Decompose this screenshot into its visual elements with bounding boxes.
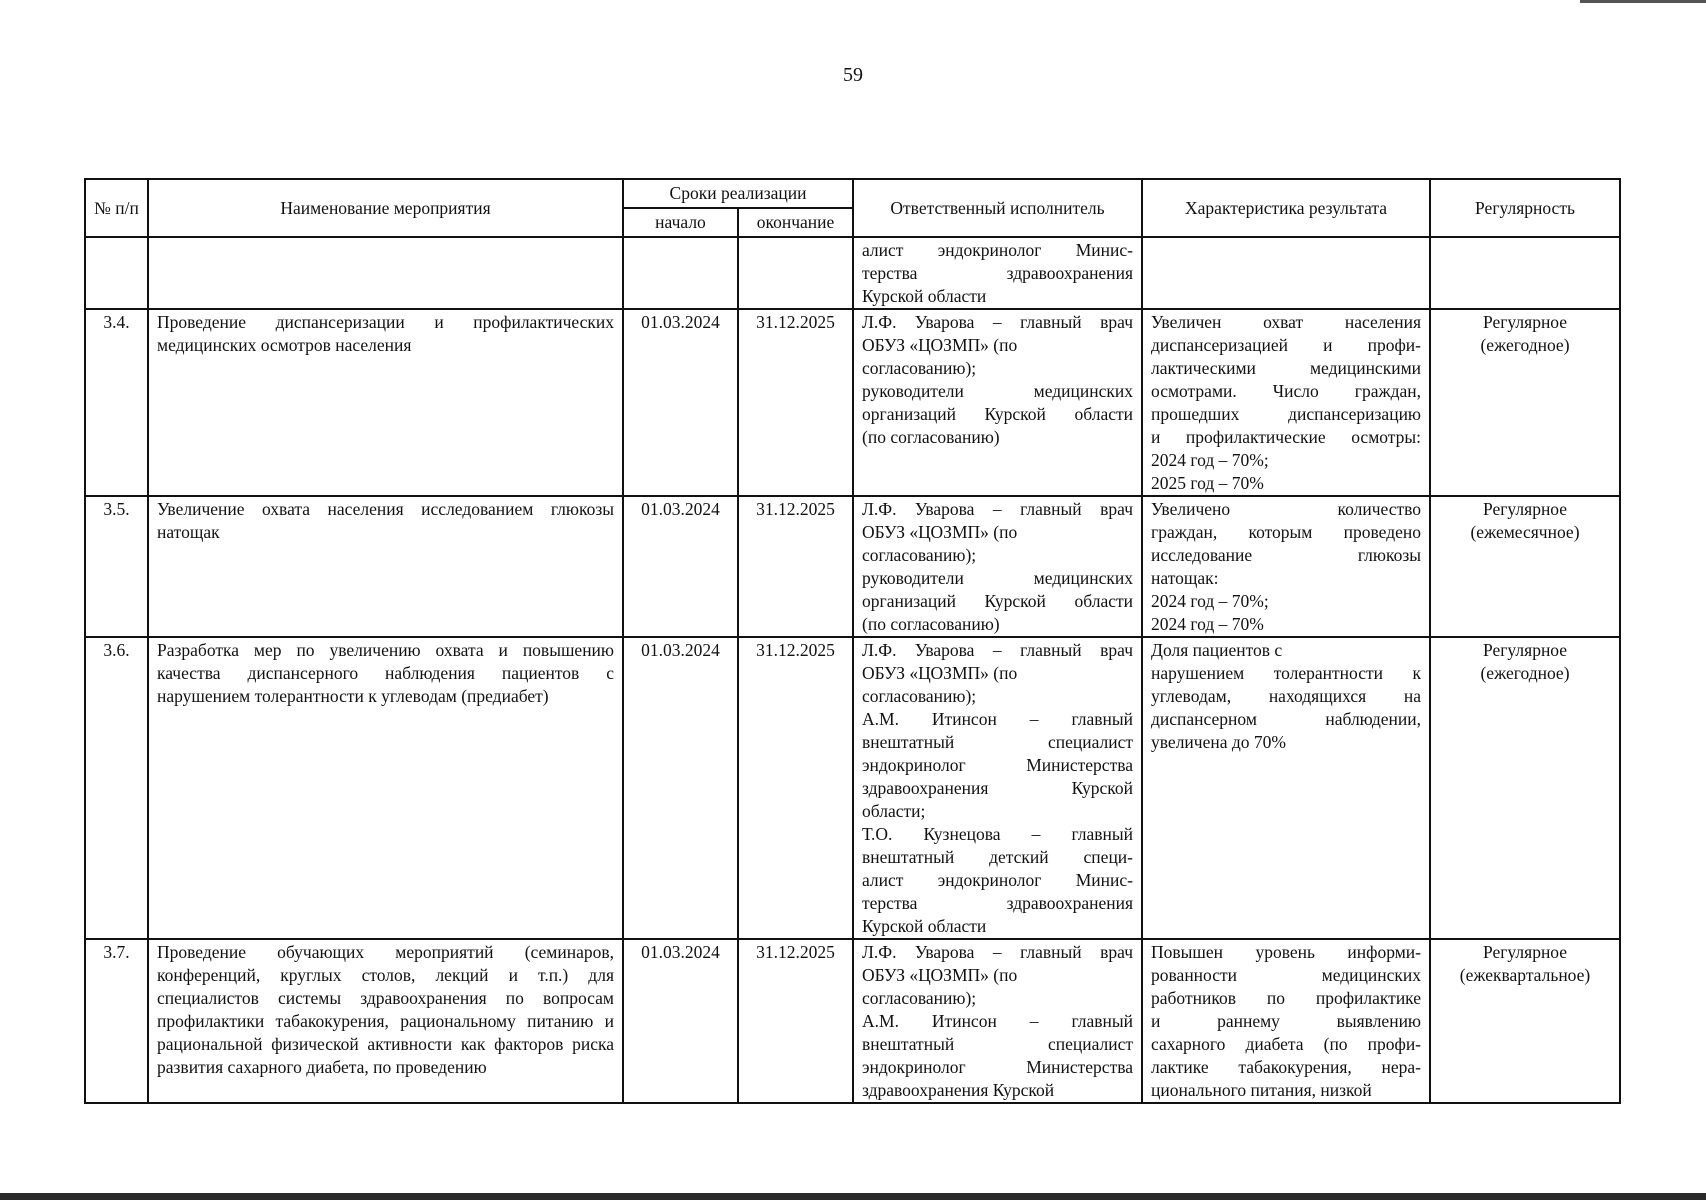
- cell-result: [1142, 939, 1430, 1103]
- cell-result: [1142, 309, 1430, 496]
- cell-result-line: 2024 год – 70%;: [1151, 450, 1269, 470]
- cell-responsible-line: руководители медицинских: [862, 381, 1134, 401]
- cell-responsible-line: Т.О. Кузнецова – главный: [862, 824, 1134, 844]
- cell-responsible-line: (по согласованию): [862, 614, 1000, 634]
- cell-responsible-line: согласованию);: [862, 988, 977, 1008]
- table-row: [85, 939, 1620, 1103]
- cell-responsible-line: эндокринолог Министерства: [862, 755, 1134, 775]
- cell-name: [148, 237, 623, 309]
- header-start: начало: [623, 208, 738, 237]
- cell-result-line: углеводам, находящихся на: [1151, 686, 1422, 706]
- cell-result-line: и профилактические осмотры:: [1151, 427, 1422, 447]
- table-row: [85, 496, 1620, 637]
- table-row: [85, 637, 1620, 939]
- cell-start: [623, 237, 738, 309]
- cell-responsible: [853, 496, 1142, 637]
- cell-responsible-line: согласованию);: [862, 686, 977, 706]
- cell-responsible-line: согласованию);: [862, 545, 977, 565]
- cell-responsible: [853, 309, 1142, 496]
- cell-responsible-line: Курской области: [862, 916, 987, 936]
- cell-result-line: 2025 год – 70%: [1151, 473, 1264, 493]
- cell-num: 3.4.: [85, 309, 148, 496]
- header-row-top: [85, 179, 1620, 208]
- cell-result-line: лактике табакокурения, нера-: [1151, 1057, 1422, 1077]
- cell-responsible: [853, 637, 1142, 939]
- cell-responsible-line: внештатный специалист: [862, 1034, 1134, 1054]
- cell-regularity: [1430, 939, 1620, 1103]
- cell-responsible-line: А.М. Итинсон – главный: [862, 709, 1134, 729]
- cell-name: Разработка мер по увеличению охвата и повышению качества диспансерного наблюдения пациентов с нарушением толерантности к углеводам (предиабет): [148, 637, 623, 939]
- cell-responsible-line: согласованию);: [862, 358, 977, 378]
- cell-responsible-line: области;: [862, 801, 926, 821]
- header-terms: Сроки реализации: [623, 179, 853, 208]
- cell-responsible-line: здравоохранения Курской: [862, 1080, 1055, 1100]
- header-num: № п/п: [85, 179, 148, 237]
- cell-result-line: Доля пациентов с: [1151, 640, 1283, 660]
- cell-result-line: ционального питания, низкой: [1151, 1080, 1372, 1100]
- cell-result-line: Повышен уровень информи-: [1151, 942, 1422, 962]
- cell-responsible-line: Л.Ф. Уварова – главный врач: [862, 499, 1134, 519]
- cell-num: 3.7.: [85, 939, 148, 1103]
- cell-responsible-line: терства здравоохранения: [862, 263, 1134, 283]
- cell-result-line: исследование глюкозы: [1151, 545, 1422, 565]
- cell-responsible-line: терства здравоохранения: [862, 893, 1134, 913]
- cell-responsible-line: руководители медицинских: [862, 568, 1134, 588]
- cell-responsible-line: организаций Курской области: [862, 404, 1134, 424]
- activities-table: [84, 178, 1621, 1104]
- cell-responsible-line: ОБУЗ «ЦОЗМП» (по: [862, 522, 1018, 542]
- cell-start: 01.03.2024: [623, 309, 738, 496]
- cell-end: 31.12.2025: [738, 496, 853, 637]
- cell-regularity-line: (ежегодное): [1480, 335, 1570, 355]
- cell-responsible-line: ОБУЗ «ЦОЗМП» (по: [862, 335, 1018, 355]
- table-row: [85, 309, 1620, 496]
- cell-result-line: натощак:: [1151, 568, 1219, 588]
- header-end: окончание: [738, 208, 853, 237]
- cell-responsible-line: эндокринолог Министерства: [862, 1057, 1134, 1077]
- cell-num: 3.6.: [85, 637, 148, 939]
- cell-result-line: сахарного диабета (по профи-: [1151, 1034, 1422, 1054]
- cell-result-line: диспансеризацией и профи-: [1151, 335, 1422, 355]
- cell-start: 01.03.2024: [623, 496, 738, 637]
- cell-responsible-line: Л.Ф. Уварова – главный врач: [862, 640, 1134, 660]
- cell-name: Проведение диспансеризации и профилактических медицинских осмотров населения: [148, 309, 623, 496]
- cell-num: [85, 237, 148, 309]
- cell-result-line: работников по профилактике: [1151, 988, 1422, 1008]
- cell-responsible-line: А.М. Итинсон – главный: [862, 1011, 1134, 1031]
- cell-regularity-line: Регулярное: [1482, 499, 1568, 519]
- cell-result-line: Увеличено количество: [1151, 499, 1422, 519]
- cell-result-line: и раннему выявлению: [1151, 1011, 1422, 1031]
- cell-result: [1142, 637, 1430, 939]
- cell-result-line: Увеличен охват населения: [1151, 312, 1422, 332]
- cell-result-line: нарушением толерантности к: [1151, 663, 1422, 683]
- cell-result: [1142, 237, 1430, 309]
- cell-name: Увеличение охвата населения исследованием глюкозы натощак: [148, 496, 623, 637]
- cell-regularity-line: (ежеквартальное): [1459, 965, 1591, 985]
- cell-result-line: 2024 год – 70%;: [1151, 591, 1269, 611]
- cell-responsible-line: Л.Ф. Уварова – главный врач: [862, 312, 1134, 332]
- cell-result-line: 2024 год – 70%: [1151, 614, 1264, 634]
- cell-responsible-line: алист эндокринолог Минис-: [862, 870, 1134, 890]
- scan-top-mark: [1580, 0, 1706, 3]
- cell-end: [738, 237, 853, 309]
- cell-responsible-line: внештатный специалист: [862, 732, 1134, 752]
- cell-regularity: [1430, 496, 1620, 637]
- cell-result-line: лактическими медицинскими: [1151, 358, 1422, 378]
- cell-responsible-line: ОБУЗ «ЦОЗМП» (по: [862, 663, 1018, 683]
- cell-result-line: диспансерном наблюдении,: [1151, 709, 1422, 729]
- cell-regularity-line: Регулярное: [1482, 312, 1568, 332]
- header-result: Характеристика результата: [1142, 179, 1430, 237]
- cell-result-line: осмотрами. Число граждан,: [1151, 381, 1422, 401]
- cell-responsible-line: Курской области: [862, 286, 987, 306]
- header-responsible: Ответственный исполнитель: [853, 179, 1142, 237]
- cell-responsible-line: (по согласованию): [862, 427, 1000, 447]
- cell-start: 01.03.2024: [623, 939, 738, 1103]
- cell-num: 3.5.: [85, 496, 148, 637]
- cell-result-line: прошедших диспансеризацию: [1151, 404, 1422, 424]
- table-row: [85, 237, 1620, 309]
- cell-responsible-line: ОБУЗ «ЦОЗМП» (по: [862, 965, 1018, 985]
- cell-result-line: рованности медицинских: [1151, 965, 1422, 985]
- cell-responsible: [853, 939, 1142, 1103]
- cell-responsible-line: алист эндокринолог Минис-: [862, 240, 1134, 260]
- page-number: 59: [843, 64, 863, 86]
- scan-edge: [0, 1193, 1706, 1200]
- cell-regularity-line: (ежемесячное): [1470, 522, 1580, 542]
- cell-responsible-line: внештатный детский специ-: [862, 847, 1134, 867]
- cell-end: 31.12.2025: [738, 939, 853, 1103]
- cell-responsible-line: организаций Курской области: [862, 591, 1134, 611]
- cell-responsible-line: здравоохранения Курской: [862, 778, 1134, 798]
- cell-start: 01.03.2024: [623, 637, 738, 939]
- header-name: Наименование мероприятия: [148, 179, 623, 237]
- cell-regularity: [1430, 637, 1620, 939]
- cell-result-line: граждан, которым проведено: [1151, 522, 1422, 542]
- cell-regularity-line: Регулярное: [1482, 942, 1568, 962]
- cell-end: 31.12.2025: [738, 637, 853, 939]
- cell-responsible-line: Л.Ф. Уварова – главный врач: [862, 942, 1134, 962]
- cell-regularity-line: Регулярное: [1482, 640, 1568, 660]
- header-regularity: Регулярность: [1430, 179, 1620, 237]
- cell-result-line: увеличена до 70%: [1151, 732, 1286, 752]
- cell-regularity-line: (ежегодное): [1480, 663, 1570, 683]
- cell-regularity: [1430, 237, 1620, 309]
- cell-responsible: [853, 237, 1142, 309]
- cell-result: [1142, 496, 1430, 637]
- cell-regularity: [1430, 309, 1620, 496]
- cell-end: 31.12.2025: [738, 309, 853, 496]
- cell-name: Проведение обучающих мероприятий (семинаров, конференций, круглых столов, лекций и т.п.) для специалистов системы здравоохранения по вопросам профилактики табакокурения, рациональному питанию и рациональной физической активности как факторов риска развития сахарного диабета, по проведению: [148, 939, 623, 1103]
